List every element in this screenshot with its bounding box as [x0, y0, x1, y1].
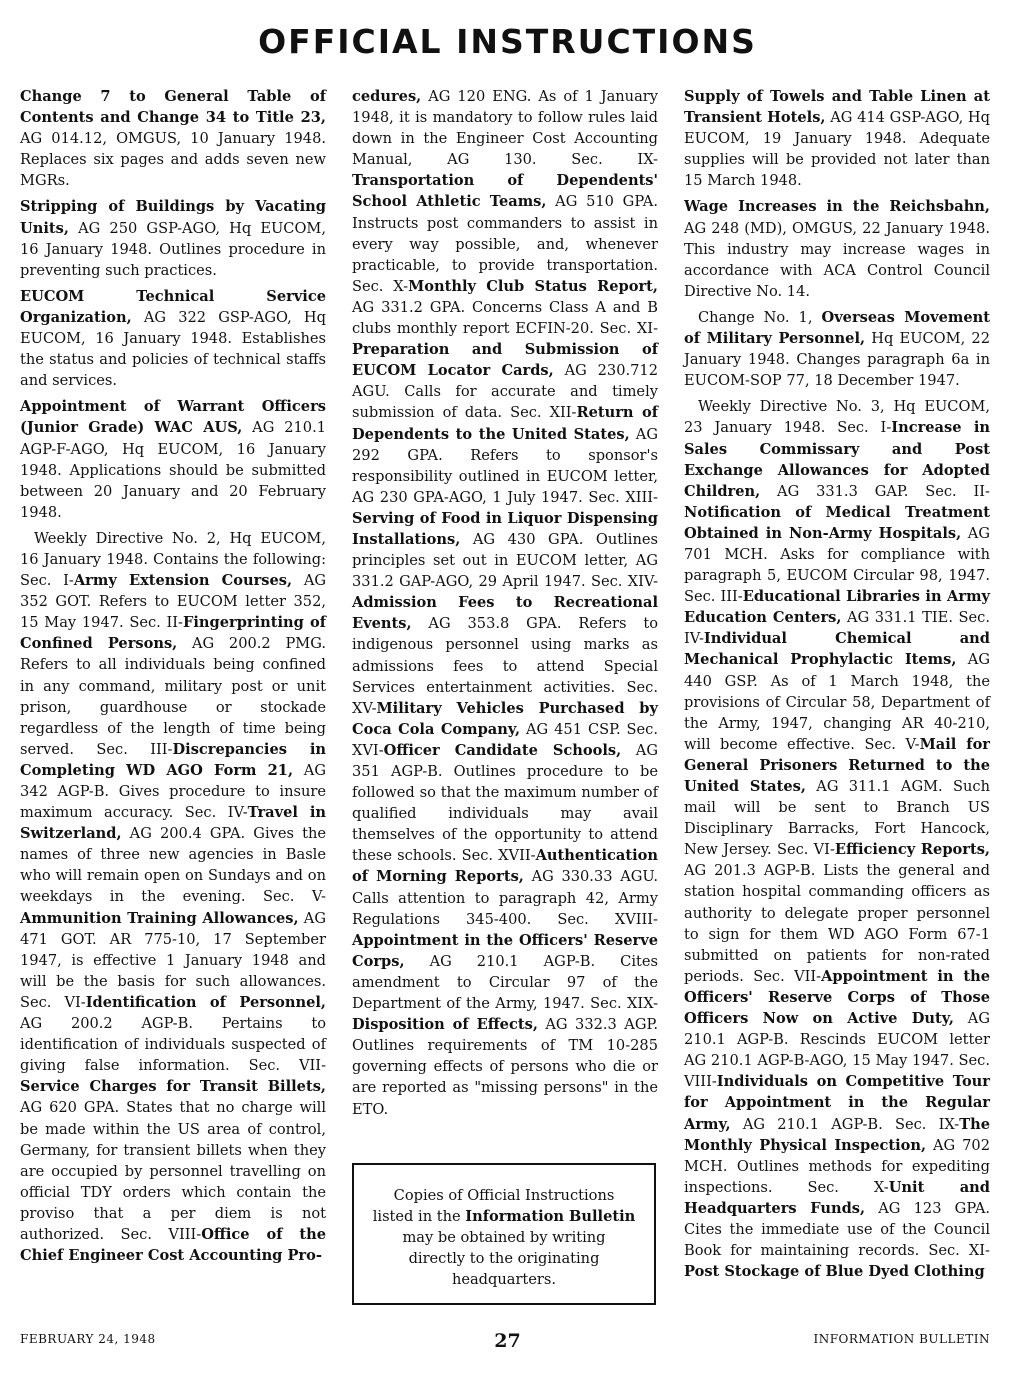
instruction-text: AG 353.8 GPA. Refers to indigenous personnel using marks as admissions fees to attend Special Services entertainment activities. Sec. XV-	[352, 615, 658, 717]
section-heading: The Monthly Physical Inspection,	[684, 1115, 990, 1154]
section-heading: Educational Libraries in Army Education Centers,	[684, 588, 990, 627]
notice-text: Copies of Official Instructions listed in the	[372, 1187, 615, 1225]
instruction-text: AG 701 MCH. Asks for compliance with paragraph 5, EUCOM Circular 98, 1947. Sec. III-	[684, 524, 990, 606]
instruction-text: AG 123 GPA. Cites the immediate use of the Council Book for maintaining records. Sec. XI-	[684, 1199, 990, 1260]
section-heading: Notification of Medical Treatment Obtained in Non-Army Hospitals,	[684, 503, 990, 542]
instruction-text: AG 414 GSP-AGO, Hq EUCOM, 19 January 1948. Adequate supplies will be provided not later than 15 March 1948.	[684, 109, 991, 190]
instruction-item	[20, 196, 326, 280]
instruction-text: AG 210.1 AGP-B. Sec. IX-	[730, 1115, 960, 1133]
section-heading: Discrepancies in Completing WD AGO Form 21,	[20, 740, 326, 779]
instruction-text: AG 210.1 AGP-B. Rescinds EUCOM letter AG 210.1 AGP-B-AGO, 15 May 1947. Sec. VIII-	[684, 1010, 990, 1091]
instruction-text: AG 352 GOT. Refers to EUCOM letter 352, 15 May 1947. Sec. II-	[20, 572, 327, 632]
section-heading: Service Charges for Transit Billets,	[20, 1078, 326, 1096]
notice-text: may be obtained by writing directly to the originating headquarters.	[402, 1229, 606, 1288]
section-heading: Travel in Switzerland,	[20, 804, 326, 843]
instruction-text: AG 430 GPA. Outlines principles set out in EUCOM letter, AG 331.2 GAP-AGO, 29 April 1947. Sec. XIV-	[352, 530, 658, 591]
instruction-text: AG 210.1 AGP-B. Cites amendment to Circular 97 of the Department of the Army, 1947. Sec. XIX-	[352, 952, 658, 1013]
instruction-text: AG 120 ENG. As of 1 January 1948, it is mandatory to follow rules laid down in the Engineer Cost Accounting Manual, AG 130. Sec. IX-	[352, 88, 658, 169]
instruction-text: AG 311.1 AGM. Such mail will be sent to Branch US Disciplinary Barracks, Fort Hancock, New Jersey. Sec. VI-	[684, 778, 990, 859]
copies-notice-box	[352, 1163, 656, 1305]
column-3	[684, 86, 990, 1287]
instruction-text: AG 330.33 AGU. Calls attention to paragraph 42, Army Regulations 345-400. Sec. XVIII-	[352, 868, 658, 928]
instruction-text: AG 230.712 AGU. Calls for accurate and timely submission of data. Sec. XII-	[352, 362, 658, 422]
section-heading: Increase in Sales Commissary and Post Exchange Allowances for Adopted Children,	[684, 419, 990, 500]
instruction-heading: Wage Increases in the Reichsbahn,	[684, 198, 990, 216]
instruction-heading: Supply of Towels and Table Linen at Transient Hotels,	[684, 88, 990, 127]
instruction-text: AG 200.2 AGP-B. Pertains to identification of individuals suspected of giving false information. Sec. VII-	[20, 1015, 326, 1075]
section-heading: Individual Chemical and Mechanical Prophylactic Items,	[684, 630, 990, 669]
section-heading: Mail for General Prisoners Returned to the United States,	[684, 735, 990, 795]
instruction-text: Weekly Directive No. 3, Hq EUCOM, 23 January 1948. Sec. I-	[684, 398, 990, 437]
instruction-text: AG 014.12, OMGUS, 10 January 1948. Replaces six pages and adds seven new MGRs.	[20, 130, 326, 190]
instruction-text: AG 351 AGP-B. Outlines procedure to be followed so that the maximum number of qualified individuals may avail themselves of the opportunity to attend these schools. Sec. XVII-	[352, 741, 658, 865]
instruction-text: AG 620 GPA. States that no charge will be made within the US area of control, Germany, for transient billets when they are occupied by personnel travelling on official TDY orders which contain the proviso that a per diem is not authorized. Sec. VIII-	[20, 1099, 326, 1243]
instruction-item	[20, 396, 326, 523]
section-heading: Post Stockage of Blue Dyed Clothing	[684, 1263, 985, 1281]
instruction-text: AG 200.2 PMG. Refers to all individuals being confined in any command, military post or unit prison, guardhouse or stockade regardless of the length of time being served. Sec. III-	[20, 635, 326, 758]
instruction-text: AG 332.3 AGP. Outlines requirements of TM 10-285 governing effects of persons who die or are reported as "missing persons" in the ETO.	[352, 1016, 658, 1118]
instruction-text: AG 200.4 GPA. Gives the names of three new agencies in Basle who will remain open on Sundays and on weekdays in the evening. Sec. V-	[20, 825, 326, 906]
section-heading: cedures,	[352, 88, 422, 105]
instruction-text: AG 248 (MD), OMGUS, 22 January 1948. This industry may increase wages in accordance with ACA Control Council Directive No. 14.	[684, 219, 990, 300]
section-heading: Admission Fees to Recreational Events,	[352, 594, 658, 633]
section-heading: Authentication of Morning Reports,	[352, 847, 658, 886]
weekly-directive-2-continued	[352, 86, 658, 1120]
instruction-text: AG 322 GSP-AGO, Hq EUCOM, 16 January 1948. Establishes the status and policies of technical staffs and services.	[20, 308, 326, 390]
section-heading: Appointment in the Officers' Reserve Corps of Those Officers Now on Active Duty,	[684, 967, 990, 1028]
instruction-text: Hq EUCOM, 22 January 1948. Changes paragraph 6a in EUCOM-SOP 77, 18 December 1947.	[684, 330, 990, 390]
section-heading: Preparation and Submission of EUCOM Locator Cards,	[352, 341, 658, 380]
section-heading: Office of the Chief Engineer Cost Accounting Pro-	[20, 1225, 326, 1265]
section-heading: Serving of Food in Liquor Dispensing Installations,	[352, 509, 658, 548]
page-title: OFFICIAL INSTRUCTIONS	[258, 22, 757, 61]
section-heading: Monthly Club Status Report,	[408, 277, 658, 295]
section-heading: Appointment in the Officers' Reserve Corps,	[352, 931, 658, 970]
instruction-text: AG 510 GPA. Instructs post commanders to assist in every way possible, and, whenever practicable, to provide transportation. Sec. X-	[352, 193, 658, 295]
instruction-heading: Stripping of Buildings by Vacating Units,	[20, 198, 326, 237]
section-heading: Unit and Headquarters Funds,	[684, 1178, 990, 1217]
column-2	[352, 86, 658, 1125]
section-heading: Fingerprinting of Confined Persons,	[20, 614, 327, 653]
section-heading: Military Vehicles Purchased by Coca Cola Company,	[352, 699, 658, 738]
instruction-heading: EUCOM Technical Service Organization,	[20, 287, 326, 326]
section-heading: Transportation of Dependents' School Athletic Teams,	[352, 172, 658, 211]
instruction-item	[684, 196, 990, 301]
instruction-text: AG 342 AGP-B. Gives procedure to insure maximum accuracy. Sec. IV-	[20, 761, 326, 822]
instruction-text: AG 201.3 AGP-B. Lists the general and station hospital commanding officers as authority to delegate proper personnel to sign for them WD AGO Form 67-1 submitted on patients for non-rated periods. Sec. VII-	[684, 862, 990, 985]
instruction-text: AG 440 GSP. As of 1 March 1948, the provisions of Circular 58, Department of the Army, 1947, changing AR 40-210, will become effective. Sec. V-	[684, 651, 990, 753]
instruction-text: AG 331.3 GAP. Sec. II-	[760, 482, 990, 500]
section-heading: Ammunition Training Allowances,	[20, 909, 299, 927]
instruction-item	[684, 307, 990, 391]
section-heading: Return of Dependents to the United States,	[352, 404, 658, 443]
section-heading: Efficiency Reports,	[834, 841, 991, 859]
section-heading: Army Extension Courses,	[73, 572, 293, 590]
section-heading: Individuals on Competitive Tour for Appointment in the Regular Army,	[684, 1073, 990, 1133]
page-number: 27	[494, 1330, 521, 1352]
section-heading: Identification of Personnel,	[85, 993, 326, 1011]
instruction-text: AG 250 GSP-AGO, Hq EUCOM, 16 January 1948. Outlines procedure in preventing such practices.	[20, 219, 326, 279]
instruction-item	[20, 286, 326, 391]
instruction-text: AG 702 MCH. Outlines methods for expediting inspections. Sec. X-	[684, 1136, 990, 1196]
instruction-text: Change No. 1,	[698, 308, 822, 326]
weekly-directive-2	[20, 528, 326, 1266]
instruction-text: AG 210.1 AGP-F-AGO, Hq EUCOM, 16 January 1948. Applications should be submitted between 20 January and 20 February 1948.	[20, 419, 326, 521]
instruction-heading: Appointment of Warrant Officers (Junior Grade) WAC AUS,	[20, 398, 326, 437]
weekly-directive-3	[684, 396, 990, 1282]
instruction-text: AG 331.1 TIE. Sec. IV-	[684, 609, 990, 648]
instruction-heading: Overseas Movement of Military Personnel,	[684, 308, 990, 348]
instruction-text: AG 292 GPA. Refers to sponsor's responsibility outlined in EUCOM letter, AG 230 GPA-AGO, 1 July 1947. Sec. XIII-	[352, 425, 658, 506]
section-heading: Disposition of Effects,	[352, 1016, 538, 1034]
instruction-text: AG 451 CSP. Sec. XVI-	[352, 720, 658, 759]
section-heading: Officer Candidate Schools,	[383, 741, 622, 759]
instruction-item	[684, 86, 990, 191]
instruction-item	[20, 86, 326, 191]
instruction-text: AG 471 GOT. AR 775-10, 17 September 1947, is effective 1 January 1948 and will be the basis for such allowances. Sec. VI-	[20, 909, 326, 1011]
instruction-text: Weekly Directive No. 2, Hq EUCOM, 16 January 1948. Contains the following: Sec. I-	[20, 529, 326, 590]
notice-emphasis: Information Bulletin	[465, 1208, 636, 1225]
footer-date: FEBRUARY 24, 1948	[20, 1332, 156, 1346]
instruction-heading: Change 7 to General Table of Contents and Change 34 to Title 23,	[20, 88, 326, 127]
column-1	[20, 86, 326, 1271]
copies-notice-text	[372, 1185, 636, 1290]
footer-publication: INFORMATION BULLETIN	[813, 1332, 990, 1346]
instruction-text: AG 331.2 GPA. Concerns Class A and B clubs monthly report ECFIN-20. Sec. XI-	[352, 298, 658, 338]
